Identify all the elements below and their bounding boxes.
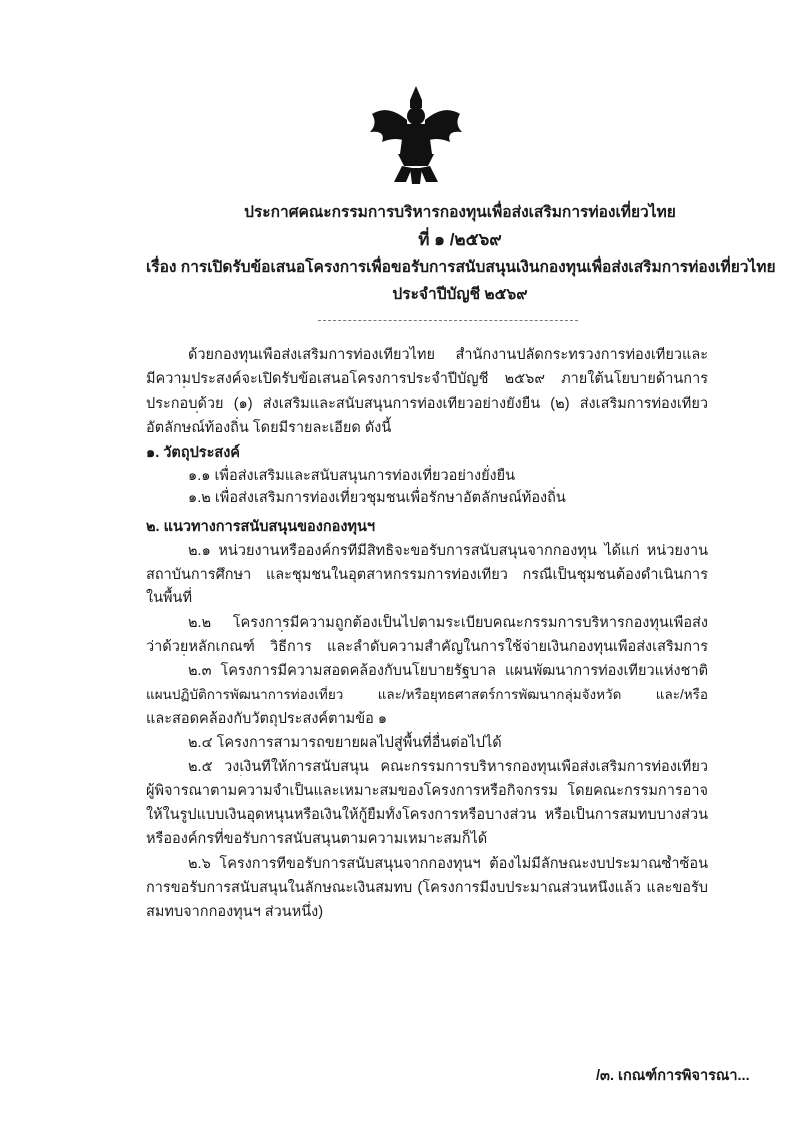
intro-line: ประกอบด้วย (๑) ส่งเสริมและสนับสนุนการท่องเที่ยวอย่างยั่งยืน (๒) ส่งเสริมการท่องเที่ยว [146, 396, 708, 412]
intro-line: อัตลักษณ์ท้องถิ่น โดยมีรายละเอียด ดังนี้ [146, 420, 392, 436]
intro-line: ด้วยกองทุนเพื่อส่งเสริมการท่องเที่ยวไทย สำนักงานปลัดกระทรวงการท่องเที่ยวและ [188, 347, 708, 363]
objective-item: ๑.๑ เพื่อส่งเสริมและสนับสนุนการท่องเที่ยวอย่างยั่งยืน [188, 468, 516, 484]
announcement-subject: เรื่อง การเปิดรับข้อเสนอโครงการเพื่อขอรับการสนับสนุนเงินกองทุนเพื่อส่งเสริมการท่องเที่ยวไทย [146, 259, 776, 276]
section-2-heading: ๒. แนวทางการสนับสนุนของกองทุนฯ [146, 519, 376, 535]
section-2-line: แผนปฏิบัติการพัฒนาการท่องเที่ยว และ/หรือยุทธศาสตร์การพัฒนากลุ่มจังหวัด และ/หรือ [146, 687, 708, 702]
section-2-line: ๒.๓ โครงการมีความสอดคล้องกับนโยบายรัฐบาล แผนพัฒนาการท่องเที่ยวแห่งชาติ [188, 663, 708, 679]
title-divider [318, 320, 578, 321]
section-2-line: ๒.๕ วงเงินที่ให้การสนับสนุน คณะกรรมการบริหารกองทุนเพื่อส่งเสริมการท่องเที่ยว [188, 759, 708, 775]
garuda-emblem [368, 84, 464, 188]
section-2-line: ๒.๖ โครงการที่ขอรับการสนับสนุนจากกองทุนฯ ต้องไม่มีลักษณะงบประมาณซ้ำซ้อน [188, 856, 708, 872]
announcement-number: ที่ ๑ /๒๕๖๙ [418, 230, 502, 249]
intro-line: มีความประสงค์จะเปิดรับข้อเสนอโครงการประจำปีบัญชี ๒๕๖๙ ภายใต้นโยบายด้านการ [146, 371, 708, 387]
announcement-title: ประกาศคณะกรรมการบริหารกองทุนเพื่อส่งเสริมการท่องเที่ยวไทย [244, 204, 676, 221]
section-2-line: หรือองค์กรที่ขอรับการสนับสนุนตามความเหมาะสมก็ได้ [146, 831, 488, 847]
section-2-line: สถาบันการศึกษา และชุมชนในอุตสาหกรรมการท่องเที่ยว กรณีเป็นชุมชนต้องดำเนินการ [146, 567, 708, 583]
objective-item: ๑.๒ เพื่อส่งเสริมการท่องเที่ยวชุมชนเพื่อรักษาอัตลักษณ์ท้องถิ่น [188, 490, 566, 506]
section-2-line: ในพื้นที่ [146, 590, 193, 606]
section-2-line: ๒.๔ โครงการสามารถขยายผลไปสู่พื้นที่อื่นต่อไปได้ [188, 735, 502, 751]
section-2-line: ๒.๑ หน่วยงานหรือองค์กรที่มีสิทธิจะขอรับการสนับสนุนจากกองทุน ได้แก่ หน่วยงาน [188, 543, 708, 559]
section-2-line: ว่าด้วยหลักเกณฑ์ วิธีการ และลำดับความสำคัญในการใช้จ่ายเงินกองทุนเพื่อส่งเสริมการ [146, 639, 708, 655]
section-2-line: สมทบจากกองทุนฯ ส่วนหนึ่ง) [146, 904, 324, 920]
section-2-line: และสอดคล้องกับวัตถุประสงค์ตามข้อ ๑ [146, 711, 388, 727]
section-2-line: ๒.๒ โครงการมีความถูกต้องเป็นไปตามระเบียบคณะกรรมการบริหารกองทุนเพื่อส่ง [188, 615, 708, 631]
fiscal-year: ประจำปีบัญชี ๒๕๖๙ [392, 286, 528, 303]
section-1-heading: ๑. วัตถุประสงค์ [146, 445, 241, 461]
section-2-line: ให้ในรูปแบบเงินอุดหนุนหรือเงินให้กู้ยืมทั้งโครงการหรือบางส่วน หรือเป็นการสมทบบางส่วน [146, 807, 708, 823]
section-2-line: ผู้พิจารณาตามความจำเป็นและเหมาะสมของโครงการหรือกิจกรรม โดยคณะกรรมการอาจ [146, 783, 708, 799]
section-2-line: การขอรับการสนับสนุนในลักษณะเงินสมทบ (โครงการมีงบประมาณส่วนหนึ่งแล้ว และขอรับ [146, 880, 708, 896]
page-continuation: /๓. เกณฑ์การพิจารณา... [596, 1068, 750, 1084]
